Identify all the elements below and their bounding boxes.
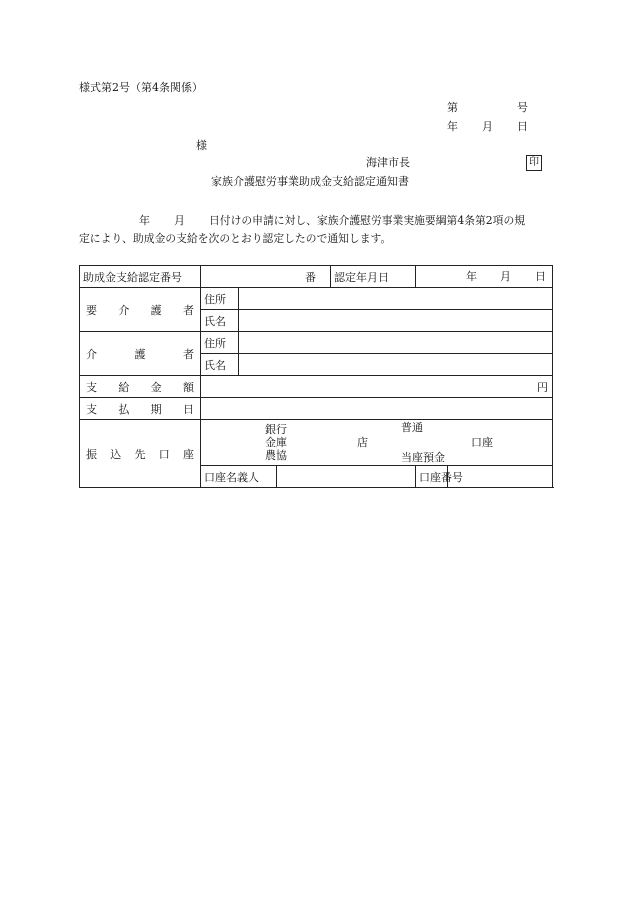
row-bank — [80, 420, 553, 466]
payment-date-field[interactable] — [201, 398, 553, 420]
caregiver-address-label: 住所 — [201, 332, 239, 354]
bank-type-3: 農協 — [265, 449, 287, 462]
row-amount — [80, 376, 553, 398]
bank-type-2: 金庫 — [265, 436, 287, 449]
branch-label: 店 — [357, 436, 368, 449]
cert-date-value — [416, 266, 553, 288]
payment-date-label: 支 払 期 日 — [80, 398, 201, 420]
cert-date-year: 年 — [466, 270, 477, 283]
form-number: 様式第2号（第4条関係） — [79, 81, 203, 94]
account-number-field[interactable] — [448, 466, 553, 488]
cert-date-day: 日 — [535, 270, 546, 283]
addressee-suffix: 様 — [196, 139, 207, 152]
certification-table — [79, 265, 553, 488]
account-type-1: 普通 — [401, 421, 423, 434]
amount-field[interactable] — [201, 376, 553, 398]
caregiver-name-field[interactable] — [239, 354, 553, 376]
caregiver-address-field[interactable] — [239, 332, 553, 354]
body-line-2: 定により、助成金の支給を次のとおり認定したので通知します。 — [79, 232, 392, 245]
row-cert-number — [80, 266, 553, 288]
seal-stamp-box: 印 — [526, 155, 542, 171]
row-recipient-address — [80, 288, 553, 310]
bank-type-1: 銀行 — [265, 423, 287, 436]
cert-number-value — [201, 266, 331, 288]
recipient-name-field[interactable] — [239, 310, 553, 332]
caregiver-label: 介 護 者 — [80, 332, 201, 376]
recipient-name-label: 氏名 — [201, 310, 239, 332]
recipient-address-label: 住所 — [201, 288, 239, 310]
issue-date-year: 年 — [447, 120, 458, 133]
issuer-name: 海津市長 — [366, 156, 410, 169]
holder-field[interactable] — [277, 466, 416, 488]
amount-unit: 円 — [537, 380, 548, 394]
account-label: 振 込 先 口 座 — [80, 420, 201, 488]
amount-label: 支 給 金 額 — [80, 376, 201, 398]
row-payment-date — [80, 398, 553, 420]
account-suffix: 口座 — [471, 436, 493, 449]
account-number-label: 口座番号 — [416, 466, 448, 488]
doc-number-prefix: 第 — [447, 101, 458, 114]
holder-label: 口座名義人 — [201, 466, 277, 488]
issue-date-month: 月 — [482, 120, 493, 133]
cert-date-month: 月 — [500, 270, 511, 283]
doc-number-suffix: 号 — [517, 101, 528, 114]
caregiver-name-label: 氏名 — [201, 354, 239, 376]
document-title: 家族介護慰労事業助成金支給認定通知書 — [211, 175, 409, 188]
account-type-2: 当座預金 — [401, 451, 445, 464]
issue-date-day: 日 — [517, 120, 528, 133]
care-recipient-label: 要 介 護 者 — [80, 288, 201, 332]
body-line-1: 日付けの申請に対し、家族介護慰労事業実施要綱第4条第2項の規 — [209, 214, 526, 227]
body-month: 月 — [174, 214, 185, 227]
cert-number-label: 助成金支給認定番号 — [80, 266, 201, 288]
recipient-address-field[interactable] — [239, 288, 553, 310]
body-year: 年 — [139, 214, 150, 227]
row-caregiver-address — [80, 332, 553, 354]
cert-date-label: 認定年月日 — [331, 266, 416, 288]
cert-number-suffix: 番 — [305, 270, 316, 284]
bank-info-field[interactable] — [201, 420, 553, 466]
